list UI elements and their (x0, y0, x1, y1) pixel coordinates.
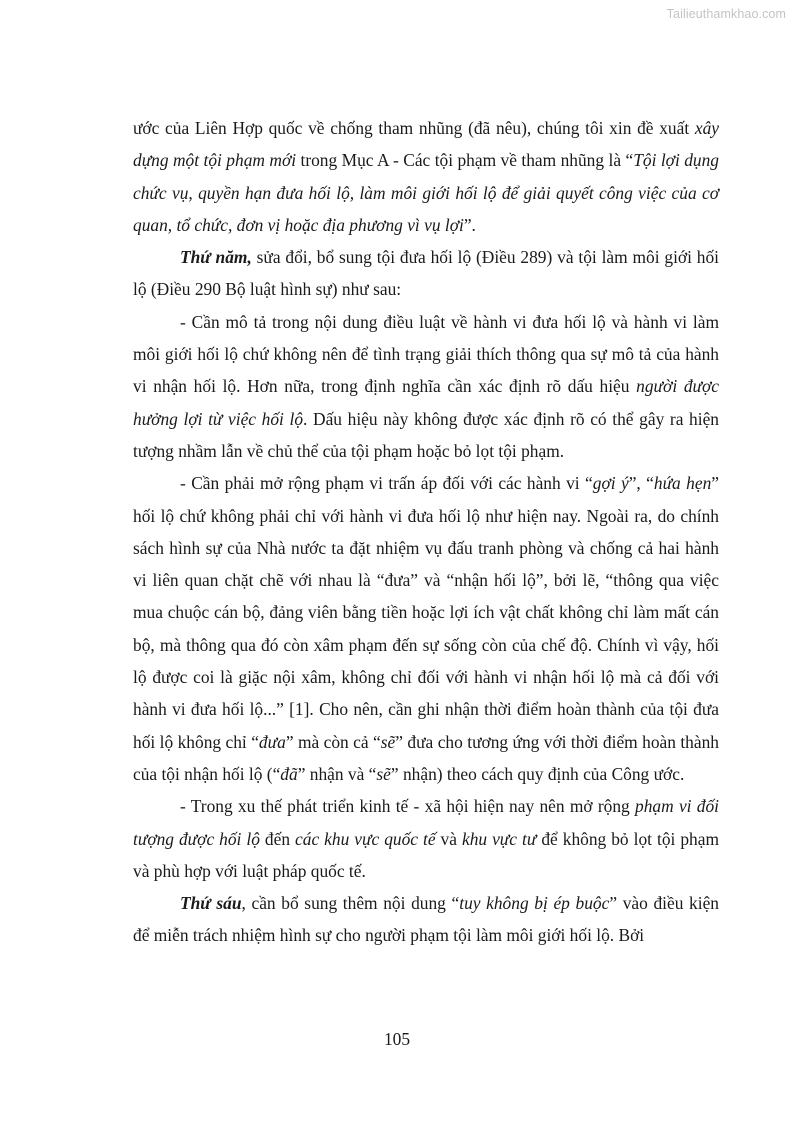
paragraph-text: ” vào điều kiện để miễn trách nhiệm hình sự cho người phạm tội làm môi giới hối lộ. Bởi (133, 893, 719, 946)
paragraph-text: - Cần mô tả trong nội dung điều luật về hành vi đưa hối lộ và hành vi làm môi giới hối lộ chứ không nên để tình trạng giải thích thông qua sự mô tả của hành vi nhận hối lộ. Hơn nữa, trong định nghĩa cần xác định rõ dấu hiệu (133, 311, 719, 397)
emphasis-text: đã (280, 763, 298, 784)
paragraph-text: ” đưa cho tương ứng với thời điểm hoàn thành của tội nhận hối lộ (“ (133, 731, 719, 784)
paragraph (133, 306, 719, 467)
paragraph-text: ” nhận và “ (297, 763, 377, 784)
paragraph-text: đến (259, 828, 296, 849)
paragraph-text: - Trong xu thế phát triển kinh tế - xã hội hiện nay nên mở rộng (180, 796, 636, 817)
paragraph-text: trong Mục A - Các tội phạm về tham nhũng là “ (296, 150, 634, 171)
page-number: 105 (383, 1029, 411, 1049)
paragraph-text: và (435, 828, 462, 849)
emphasis-text: sẽ (380, 731, 396, 752)
emphasis-text: gợi ý (592, 473, 629, 494)
paragraph-text: ước của Liên Hợp quốc về chống tham nhũng (đã nêu), chúng tôi xin đề xuất (133, 118, 695, 138)
emphasis-text: Tội lợi dụng chức vụ, quyền hạn đưa hối lộ, làm môi giới hối lộ để giải quyết công việc của cơ quan, tổ chức, đơn vị hoặc địa phương vì vụ lợi (133, 150, 720, 235)
emphasis-heading-text: Thứ năm, (180, 247, 252, 268)
emphasis-text: người được hưởng lợi từ việc hối lộ (133, 376, 719, 429)
emphasis-text: khu vực tư (461, 828, 537, 849)
emphasis-text: phạm vi đối tượng được hối lộ (133, 796, 720, 849)
paragraph-text: - Cần phải mở rộng phạm vi trấn áp đối với các hành vi “ (180, 473, 593, 494)
emphasis-text: tuy không bị ép buộc (459, 893, 610, 914)
emphasis-heading-text: Thứ sáu (180, 893, 242, 914)
paragraph (133, 241, 719, 306)
paragraph-text: sửa đổi, bổ sung tội đưa hối lộ (Điều 289) và tội làm môi giới hối lộ (Điều 290 Bộ luật hình sự) như sau: (133, 247, 719, 300)
paragraph-text: , cần bổ sung thêm nội dung “ (241, 893, 460, 914)
emphasis-text: hứa hẹn (653, 473, 712, 494)
paragraph (133, 790, 719, 887)
paragraph (133, 467, 719, 790)
emphasis-text: xây dựng một tội phạm mới (133, 118, 719, 171)
emphasis-text: đưa (258, 731, 286, 752)
paragraph-text: . Dấu hiệu này không được xác định rõ có thể gây ra hiện tượng nhầm lẫn về chủ thể của tội phạm hoặc bỏ lọt tội phạm. (133, 408, 719, 461)
paragraph (133, 887, 719, 952)
paragraph (133, 112, 719, 241)
emphasis-text: các khu vực quốc tế (295, 828, 436, 849)
emphasis-text: sẽ (376, 763, 391, 784)
watermark: Tailieuthamkhao.com (666, 7, 786, 21)
paragraph-text: để không bỏ lọt tội phạm và phù hợp với luật pháp quốc tế. (133, 828, 719, 881)
paragraph-text: ”. (463, 214, 476, 235)
paragraph-text: ” mà còn cả “ (285, 731, 381, 752)
document-body (133, 112, 719, 952)
paragraph-text: ”, “ (628, 473, 654, 494)
paragraph-text: ” nhận) theo cách quy định của Công ước. (390, 763, 685, 784)
paragraph-text: ” hối lộ chứ không phải chỉ với hành vi đưa hối lộ như hiện nay. Ngoài ra, do chính sách hình sự của Nhà nước ta đặt nhiệm vụ đấu tranh phòng và chống cả hai hành vi liên quan chặt chẽ với nhau là “đưa” và “nhận hối lộ”, bởi lẽ, “thông qua việc mua chuộc cán bộ, đảng viên bằng tiền hoặc lợi ích vật chất không chỉ làm mất cán bộ, mà thông qua đó còn xâm phạm đến sự sống còn của chế độ. Chính vì vậy, hối lộ được coi là giặc nội xâm, không chỉ đối với hành vi nhận hối lộ mà cả đối với hành vi đưa hối lộ...” [1]. Cho nên, cần ghi nhận thời điểm hoàn thành của tội đưa hối lộ không chỉ “ (133, 473, 719, 752)
